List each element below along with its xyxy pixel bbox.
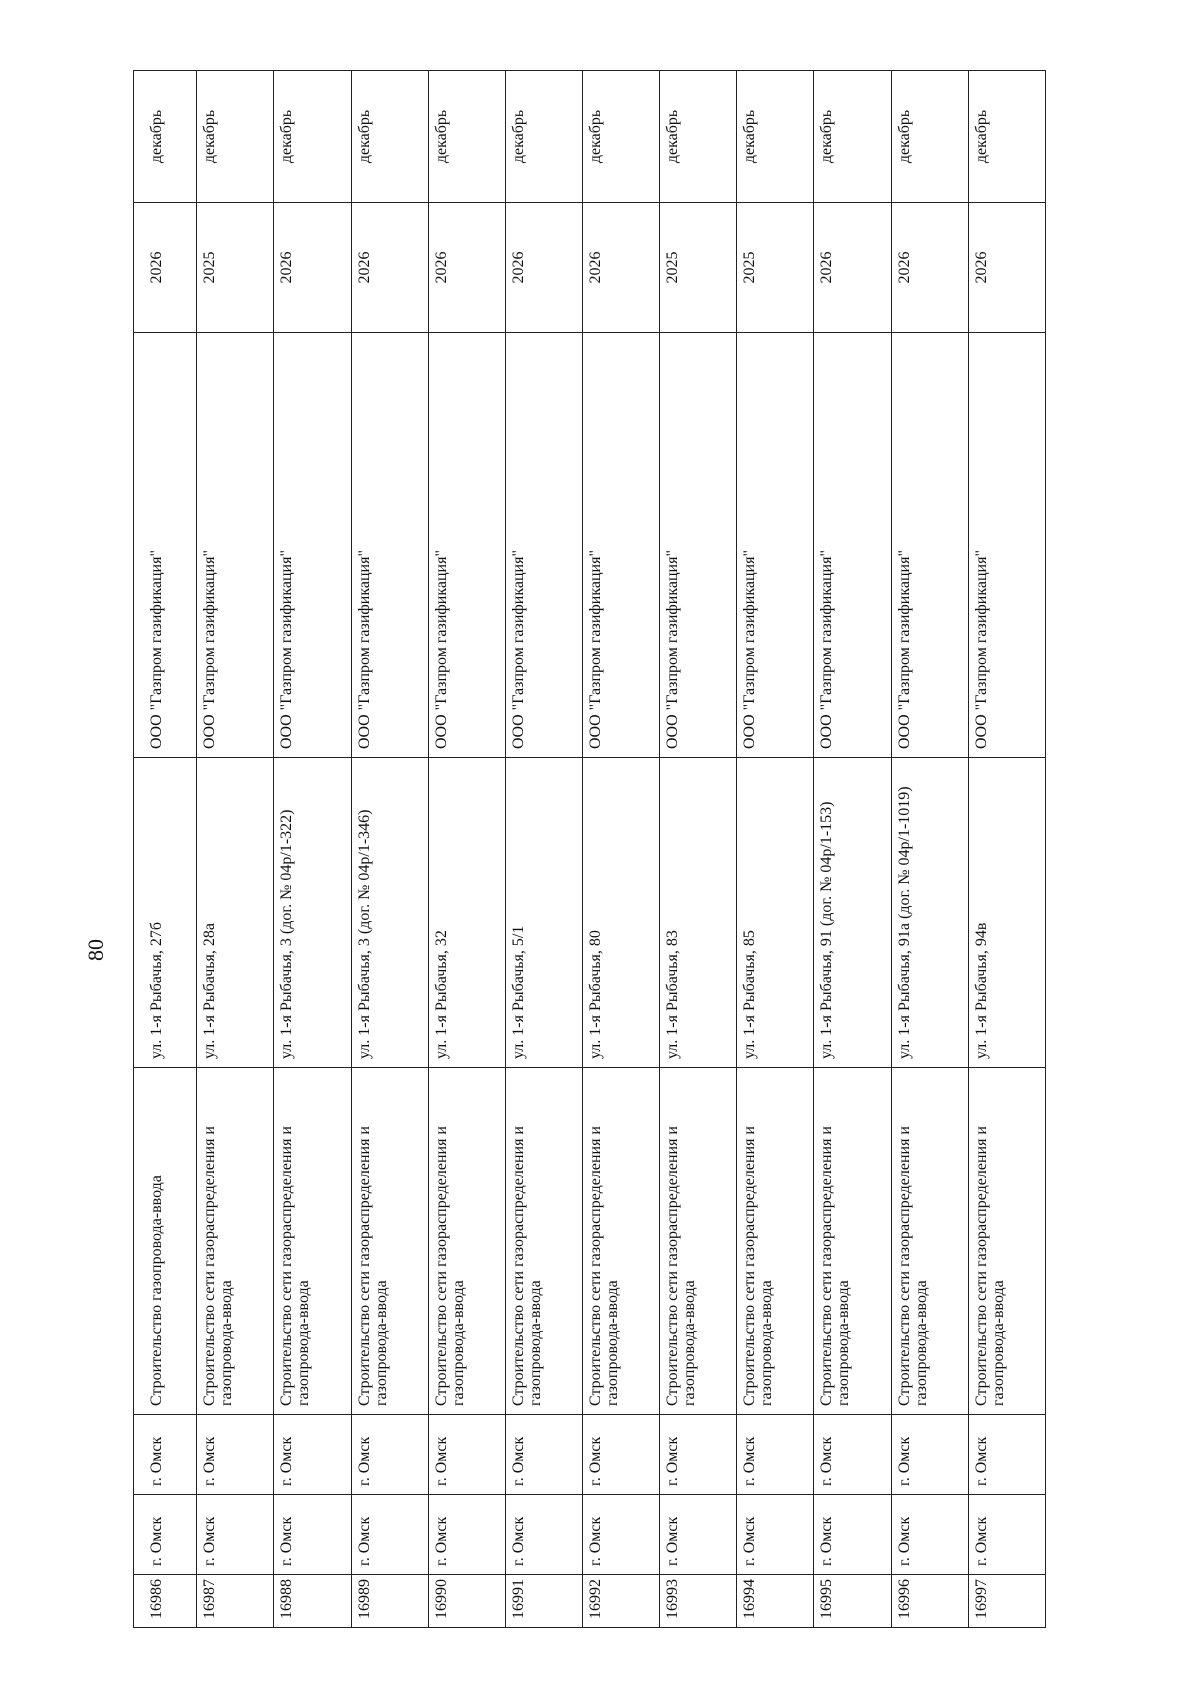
page-number: 80 [83, 939, 108, 961]
work-description-cell: Строительство сети газораспределения и газопровода-ввода [274, 1068, 351, 1415]
table-row [351, 71, 428, 1628]
row-number: 16995 [814, 1575, 891, 1628]
row-number: 16987 [197, 1575, 274, 1628]
year-cell: 2026 [891, 203, 968, 333]
year-cell: 2026 [814, 203, 891, 333]
work-description-cell: Строительство сети газораспределения и газопровода-ввода [891, 1068, 968, 1415]
work-description-cell: Строительство сети газораспределения и газопровода-ввода [505, 1068, 582, 1415]
locality-cell: г. Омск [505, 1415, 582, 1495]
locality-cell: г. Омск [428, 1415, 505, 1495]
year-cell: 2026 [583, 203, 660, 333]
year-cell: 2026 [428, 203, 505, 333]
address-cell: ул. 1-я Рыбачья, 3 (дог. № 04р/1-346) [351, 758, 428, 1068]
month-cell: декабрь [428, 71, 505, 203]
organization-cell: ООО "Газпром газификация" [814, 333, 891, 758]
year-cell: 2025 [197, 203, 274, 333]
table-row [660, 71, 737, 1628]
address-cell: ул. 1-я Рыбачья, 80 [583, 758, 660, 1068]
gasification-table [133, 70, 1046, 1628]
city-cell: г. Омск [968, 1495, 1045, 1575]
month-cell: декабрь [274, 71, 351, 203]
table-row [583, 71, 660, 1628]
organization-cell: ООО "Газпром газификация" [660, 333, 737, 758]
organization-cell: ООО "Газпром газификация" [274, 333, 351, 758]
month-cell: декабрь [134, 71, 197, 203]
year-cell: 2026 [505, 203, 582, 333]
address-cell: ул. 1-я Рыбачья, 91 (дог. № 04р/1-153) [814, 758, 891, 1068]
table-row [505, 71, 582, 1628]
month-cell: декабрь [968, 71, 1045, 203]
row-number: 16996 [891, 1575, 968, 1628]
year-cell: 2025 [737, 203, 814, 333]
city-cell: г. Омск [197, 1495, 274, 1575]
table-row [428, 71, 505, 1628]
address-cell: ул. 1-я Рыбачья, 28а [197, 758, 274, 1068]
year-cell: 2026 [968, 203, 1045, 333]
city-cell: г. Омск [814, 1495, 891, 1575]
table-body [134, 71, 1046, 1628]
organization-cell: ООО "Газпром газификация" [968, 333, 1045, 758]
row-number: 16990 [428, 1575, 505, 1628]
work-description-cell: Строительство сети газораспределения и газопровода-ввода [660, 1068, 737, 1415]
city-cell: г. Омск [737, 1495, 814, 1575]
table-row [891, 71, 968, 1628]
city-cell: г. Омск [660, 1495, 737, 1575]
locality-cell: г. Омск [197, 1415, 274, 1495]
address-cell: ул. 1-я Рыбачья, 3 (дог. № 04р/1-322) [274, 758, 351, 1068]
locality-cell: г. Омск [737, 1415, 814, 1495]
row-number: 16997 [968, 1575, 1045, 1628]
locality-cell: г. Омск [968, 1415, 1045, 1495]
work-description-cell: Строительство сети газораспределения и газопровода-ввода [197, 1068, 274, 1415]
address-cell: ул. 1-я Рыбачья, 94в [968, 758, 1045, 1068]
locality-cell: г. Омск [351, 1415, 428, 1495]
table-row [737, 71, 814, 1628]
city-cell: г. Омск [428, 1495, 505, 1575]
locality-cell: г. Омск [274, 1415, 351, 1495]
month-cell: декабрь [814, 71, 891, 203]
month-cell: декабрь [197, 71, 274, 203]
row-number: 16994 [737, 1575, 814, 1628]
organization-cell: ООО "Газпром газификация" [583, 333, 660, 758]
work-description-cell: Строительство газопровода-ввода [134, 1068, 197, 1415]
city-cell: г. Омск [505, 1495, 582, 1575]
city-cell: г. Омск [891, 1495, 968, 1575]
address-cell: ул. 1-я Рыбачья, 91а (дог. № 04р/1-1019) [891, 758, 968, 1068]
address-cell: ул. 1-я Рыбачья, 85 [737, 758, 814, 1068]
organization-cell: ООО "Газпром газификация" [197, 333, 274, 758]
row-number: 16986 [134, 1575, 197, 1628]
table-row [134, 71, 197, 1628]
organization-cell: ООО "Газпром газификация" [351, 333, 428, 758]
month-cell: декабрь [891, 71, 968, 203]
organization-cell: ООО "Газпром газификация" [428, 333, 505, 758]
locality-cell: г. Омск [891, 1415, 968, 1495]
work-description-cell: Строительство сети газораспределения и газопровода-ввода [814, 1068, 891, 1415]
city-cell: г. Омск [134, 1495, 197, 1575]
year-cell: 2026 [134, 203, 197, 333]
row-number: 16991 [505, 1575, 582, 1628]
locality-cell: г. Омск [814, 1415, 891, 1495]
organization-cell: ООО "Газпром газификация" [891, 333, 968, 758]
work-description-cell: Строительство сети газораспределения и газопровода-ввода [583, 1068, 660, 1415]
address-cell: ул. 1-я Рыбачья, 27б [134, 758, 197, 1068]
year-cell: 2026 [274, 203, 351, 333]
row-number: 16992 [583, 1575, 660, 1628]
table-row [968, 71, 1045, 1628]
table-row [274, 71, 351, 1628]
work-description-cell: Строительство сети газораспределения и газопровода-ввода [351, 1068, 428, 1415]
address-cell: ул. 1-я Рыбачья, 83 [660, 758, 737, 1068]
city-cell: г. Омск [351, 1495, 428, 1575]
row-number: 16988 [274, 1575, 351, 1628]
city-cell: г. Омск [274, 1495, 351, 1575]
month-cell: декабрь [660, 71, 737, 203]
table-row [814, 71, 891, 1628]
month-cell: декабрь [505, 71, 582, 203]
locality-cell: г. Омск [134, 1415, 197, 1495]
locality-cell: г. Омск [583, 1415, 660, 1495]
address-cell: ул. 1-я Рыбачья, 5/1 [505, 758, 582, 1068]
month-cell: декабрь [583, 71, 660, 203]
row-number: 16989 [351, 1575, 428, 1628]
work-description-cell: Строительство сети газораспределения и газопровода-ввода [737, 1068, 814, 1415]
year-cell: 2026 [351, 203, 428, 333]
organization-cell: ООО "Газпром газификация" [737, 333, 814, 758]
work-description-cell: Строительство сети газораспределения и газопровода-ввода [428, 1068, 505, 1415]
organization-cell: ООО "Газпром газификация" [134, 333, 197, 758]
table-row [197, 71, 274, 1628]
locality-cell: г. Омск [660, 1415, 737, 1495]
year-cell: 2025 [660, 203, 737, 333]
work-description-cell: Строительство сети газораспределения и газопровода-ввода [968, 1068, 1045, 1415]
city-cell: г. Омск [583, 1495, 660, 1575]
month-cell: декабрь [737, 71, 814, 203]
rotated-table-wrapper [133, 71, 1046, 1628]
month-cell: декабрь [351, 71, 428, 203]
row-number: 16993 [660, 1575, 737, 1628]
organization-cell: ООО "Газпром газификация" [505, 333, 582, 758]
address-cell: ул. 1-я Рыбачья, 32 [428, 758, 505, 1068]
